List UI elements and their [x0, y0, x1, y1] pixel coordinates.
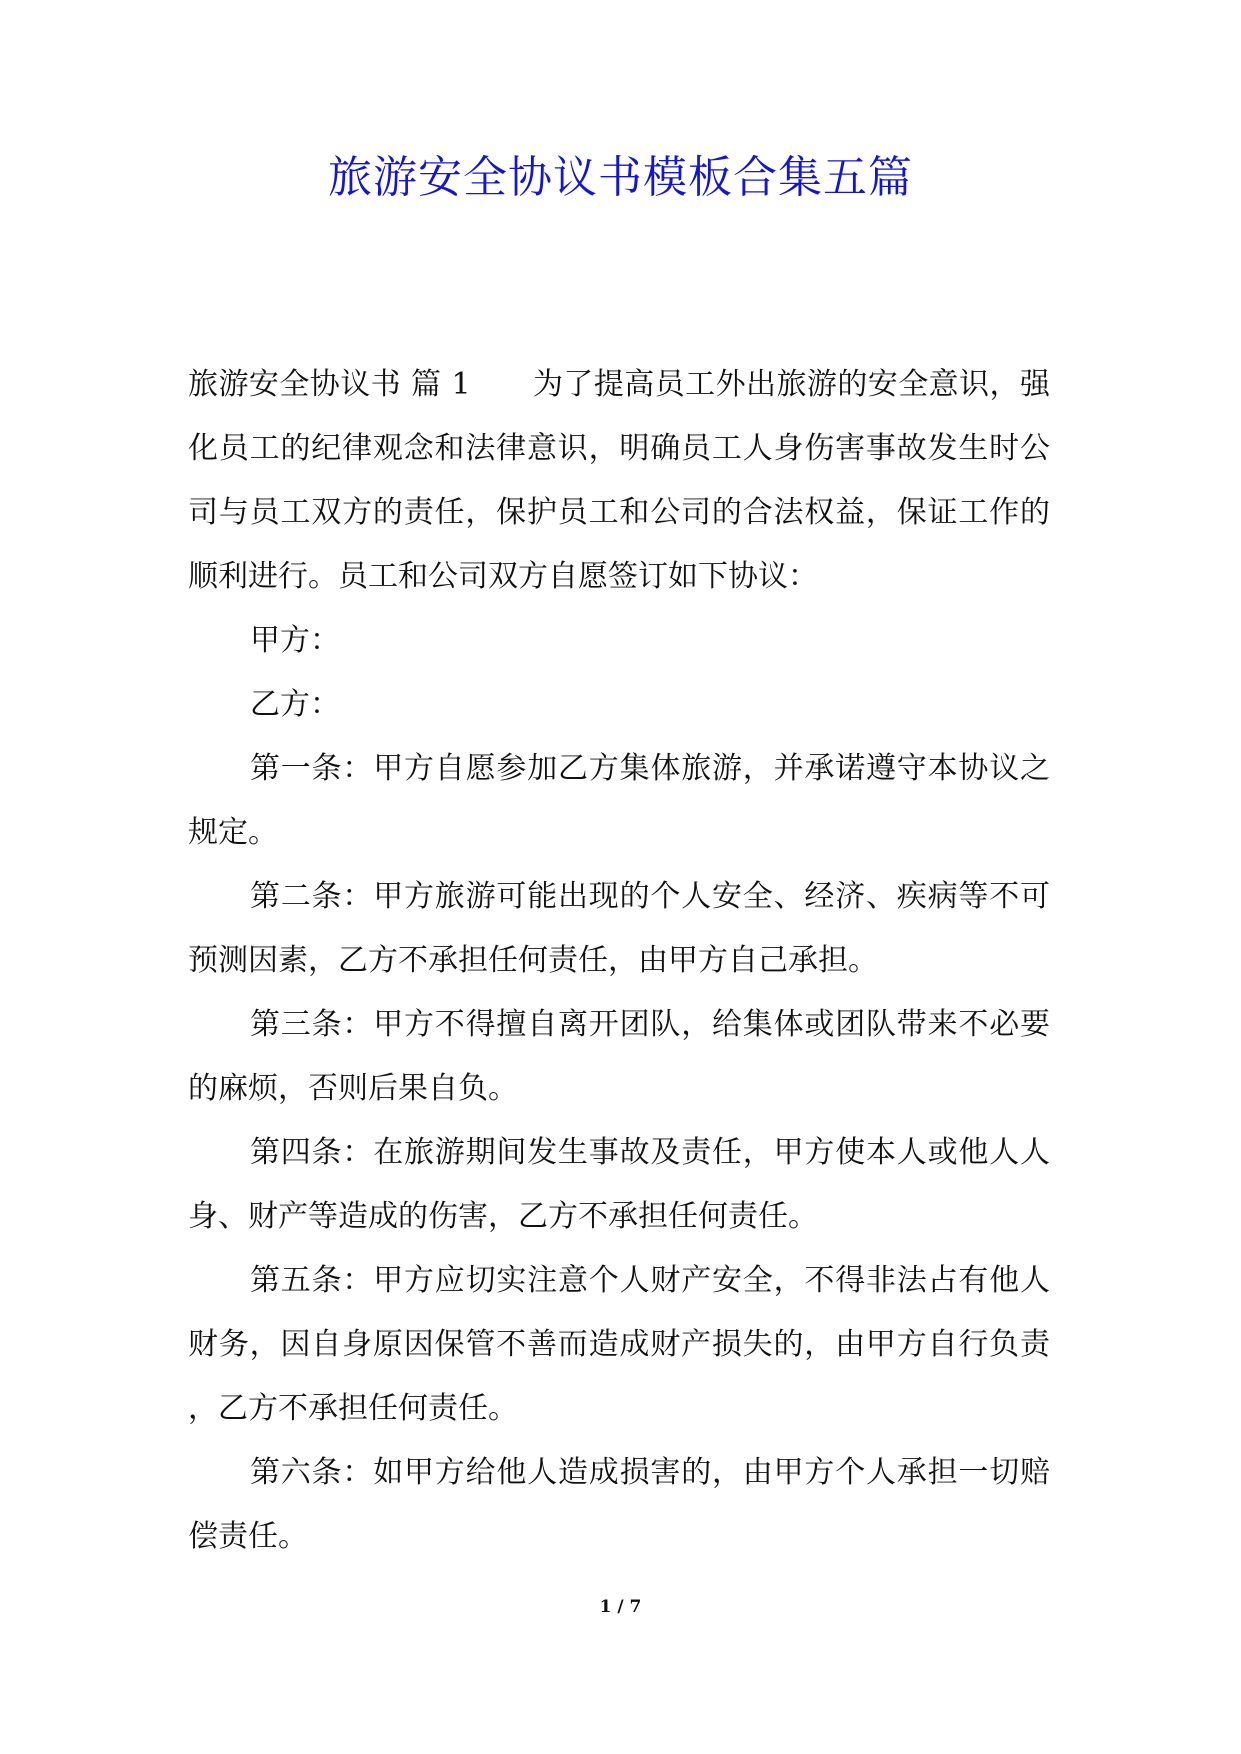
intro-paragraph	[188, 353, 1050, 609]
article-3: 第三条：甲方不得擅自离开团队，给集体或团队带来不必要的麻烦，否则后果自负。	[188, 1007, 1050, 1106]
intro-text: 为了提高员工外出旅游的安全意识，强化员工的纪律观念和法律意识，明确员工人身伤害事故发生时公司与员工双方的责任，保护员工和公司的合法权益，保证工作的顺利进行。员工和公司双方自愿签订如下协议：	[188, 367, 1050, 594]
party-b-line: 乙方：	[250, 687, 340, 722]
article-5: 第五条：甲方应切实注意个人财产安全，不得非法占有他人财务，因自身原因保管不善而造成财产损失的，由甲方自行负责 ，乙方不承担任何责任。	[188, 1263, 1050, 1426]
article-4: 第四条：在旅游期间发生事故及责任，甲方使本人或他人人身、财产等造成的伤害，乙方不承担任何责任。	[188, 1135, 1050, 1234]
document-body	[188, 353, 1050, 1569]
page-number: 1 / 7	[599, 1597, 642, 1617]
article-1: 第一条：甲方自愿参加乙方集体旅游，并承诺遵守本协议之规定。	[188, 751, 1050, 850]
party-a-line: 甲方：	[250, 623, 340, 658]
document-title: 旅游安全协议书模板合集五篇	[328, 152, 913, 203]
article-2: 第二条：甲方旅游可能出现的个人安全、经济、疾病等不可预测因素，乙方不承担任何责任，由甲方自己承担。	[188, 879, 1050, 978]
article-6: 第六条：如甲方给他人造成损害的，由甲方个人承担一切赔偿责任。	[188, 1455, 1050, 1554]
section-label: 旅游安全协议书 篇 1	[188, 367, 471, 402]
